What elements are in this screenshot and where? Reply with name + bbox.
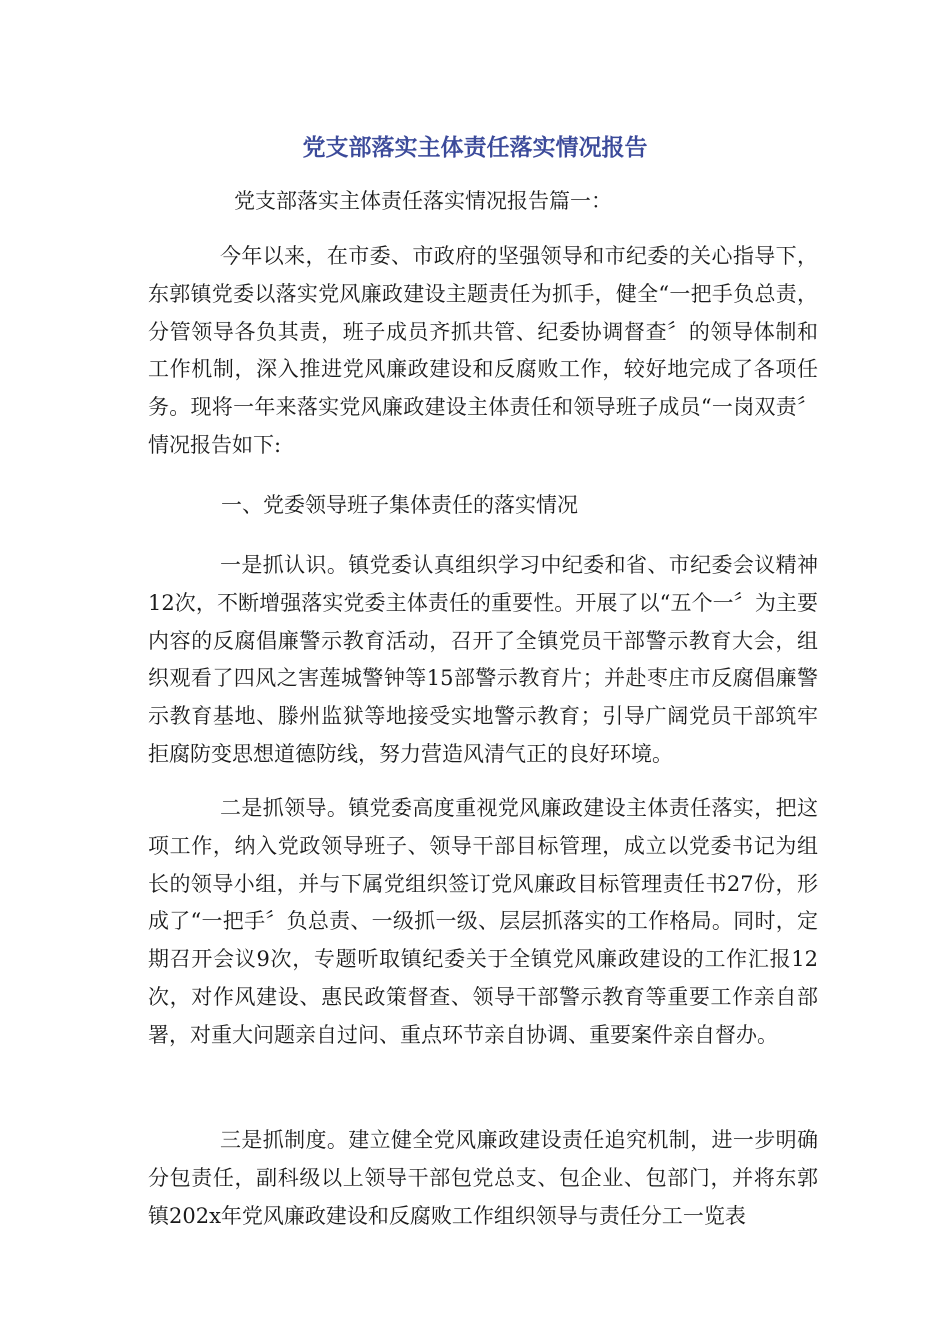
document-title: 党支部落实主体责任落实情况报告	[302, 135, 648, 161]
paragraph-item-2: 二是抓领导。镇党委高度重视党风廉政建设主体责任落实，把这项工作，纳入党政领导班子、领导干部目标管理，成立以党委书记为组长的领导小组，并与下属党组织签订党风廉政目标管理责任书27份，形成了“一把手〞负总责、一级抓一级、层层抓落实的工作格局。同时，定期召开会议9次，专题听取镇纪委关于全镇党风廉政建设的工作汇报12次，对作风建设、惠民政策督查、领导干部警示教育等重要工作亲自部署，对重大问题亲自过问、重点环节亲自协调、重要案件亲自督办。	[148, 796, 818, 1047]
section-heading-1: 一、党委领导班子集体责任的落实情况	[221, 493, 578, 517]
paragraph-intro: 今年以来，在市委、市政府的坚强领导和市纪委的关心指导下，东郭镇党委以落实党风廉政建设主题责任为抓手，健全“一把手负总责，分管领导各负其责，班子成员齐抓共管、纪委协调督查〞的领导体制和工作机制，深入推进党风廉政建设和反腐败工作，较好地完成了各项任务。现将一年来落实党风廉政建设主体责任和领导班子成员“一岗双责〞情况报告如下:	[148, 244, 818, 457]
paragraph-item-3: 三是抓制度。建立健全党风廉政建设责任追究机制，进一步明确分包责任，副科级以上领导干部包党总支、包企业、包部门，并将东郭镇202x年党风廉政建设和反腐败工作组织领导与责任分工一览表	[148, 1128, 818, 1228]
paragraph-item-1: 一是抓认识。镇党委认真组织学习中纪委和省、市纪委会议精神12次，不断增强落实党委主体责任的重要性。开展了以“五个一〞为主要内容的反腐倡廉警示教育活动，召开了全镇党员干部警示教育大会，组织观看了四风之害莲城警钟等15部警示教育片；并赴枣庄市反腐倡廉警示教育基地、滕州监狱等地接受实地警示教育；引导广阔党员干部筑牢拒腐防变思想道德防线，努力营造风清气正的良好环境。	[148, 553, 818, 766]
document-subtitle: 党支部落实主体责任落实情况报告篇一：	[234, 189, 612, 213]
